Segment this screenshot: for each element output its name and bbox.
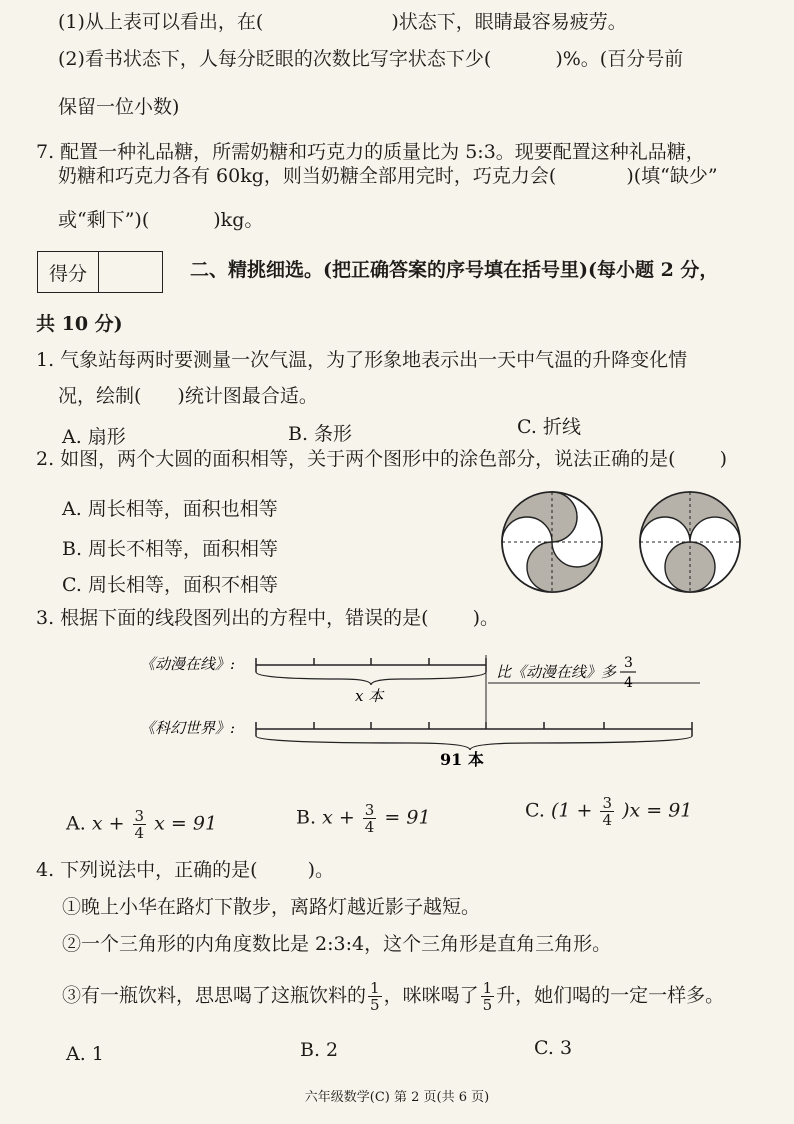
q7-line2: 奶糖和巧克力各有 60kg，则当奶糖全部用完时，巧克力会( )(填“缺少” [58,165,718,187]
q1-option-c[interactable]: C. 折线 [517,416,581,438]
q4-statement-3: ③有一瓶饮料，思思喝了这瓶饮料的 $\frac{1}{5}$ ，咪咪喝了 $\frac{1}{5}$ 升，她们喝的一定一样多。 [62,979,725,1014]
fraction: $\frac{3}{4}$ [602,794,613,829]
q4-option-a[interactable]: A. 1 [66,1043,104,1065]
q2-option-c[interactable]: C. 周长相等，面积不相等 [62,574,278,596]
q6-part1: (1)从上表可以看出，在( )状态下，眼睛最容易疲劳。 [58,11,627,33]
q2-circles-figure [500,490,750,600]
q4-option-b[interactable]: B. 2 [300,1039,339,1061]
q6-part2-line1: (2)看书状态下，人每分眨眼的次数比写字状态下少( )%。(百分号前 [58,48,684,70]
q3-option-b[interactable]: B. x + $\frac{3}{4}$ = 91 [296,801,431,836]
q7-line1: 7. 配置一种礼品糖，所需奶糖和巧克力的质量比为 5:3。现要配置这种礼品糖， [36,141,705,163]
fraction: $\frac{1}{5}$ [482,979,493,1014]
q3-line-diagram [140,645,700,775]
q3-option-c[interactable]: C. (1 + $\frac{3}{4}$ )x = 91 [525,794,693,829]
score-box [37,251,163,293]
q1-line2: 况，绘制( )统计图最合适。 [58,385,318,407]
more-label: 比《动漫在线》多 [496,663,617,681]
q3-stem: 3. 根据下面的线段图列出的方程中，错误的是( )。 [36,607,500,629]
more-frac-num: 3 [624,655,633,671]
row2-label: 《科幻世界》: [140,719,236,737]
q2-option-b[interactable]: B. 周长不相等，面积相等 [62,538,279,560]
right-circle-figure [640,492,740,592]
page-footer: 六年级数学(C) 第 2 页(共 6 页) [304,1090,490,1105]
section2-heading: 二、精挑细选。(把正确答案的序号填在括号里)(每小题 2 分， [190,259,719,281]
q2-option-a[interactable]: A. 周长相等，面积也相等 [62,498,278,520]
q4-stem: 4. 下列说法中，正确的是( )。 [36,859,335,881]
x-brace [256,672,486,685]
q4-option-c[interactable]: C. 3 [534,1037,573,1059]
total-brace [256,736,692,750]
q7-line3: 或“剩下”)( )kg。 [58,209,264,231]
q1-line1: 1. 气象站每两时要测量一次气温，为了形象地表示出一天中气温的升降变化情 [36,349,688,371]
row1-label: 《动漫在线》: [140,655,236,673]
q3-option-a[interactable]: A. x + $\frac{3}{4}$ x = 91 [66,807,218,842]
x-label: x 本 [355,687,384,705]
q4-statement-2: ②一个三角形的内角度数比是 2:3:4，这个三角形是直角三角形。 [62,933,612,955]
q1-option-b[interactable]: B. 条形 [288,423,353,445]
fraction: $\frac{3}{4}$ [134,807,145,842]
q1-option-a[interactable]: A. 扇形 [62,426,126,448]
total-label: 91 本 [440,750,484,769]
score-field[interactable] [99,252,162,292]
fraction: $\frac{1}{5}$ [370,979,380,1014]
score-label: 得分 [38,252,99,292]
fraction: $\frac{3}{4}$ [364,801,375,836]
more-frac-den: 4 [624,675,633,691]
q4-statement-1: ①晚上小华在路灯下散步，离路灯越近影子越短。 [62,896,481,918]
left-circle-figure [502,492,602,592]
q2-stem: 2. 如图，两个大圆的面积相等，关于两个图形中的涂色部分，说法正确的是( ) [36,448,728,470]
q6-part2-line2: 保留一位小数) [58,96,180,118]
section2-heading-cont: 共 10 分) [36,313,123,335]
